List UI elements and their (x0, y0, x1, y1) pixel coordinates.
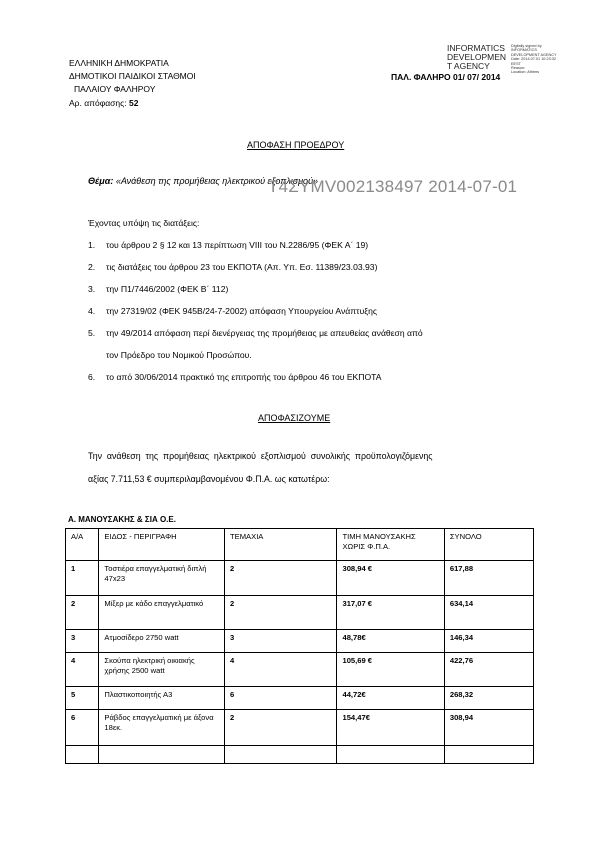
table-row (66, 596, 534, 630)
signature-name-line: T AGENCY (447, 61, 490, 71)
decision-number-value: 52 (128, 98, 139, 108)
considerations-intro: Έχοντας υπόψη τις διατάξεις: (88, 218, 200, 228)
decision-text-line: Την ανάθεση της προμήθειας ηλεκτρικού εξοπλισμού συνολικής προϋπολογιζόμενης (88, 451, 433, 461)
place-date (391, 72, 500, 83)
header-cell-price: ΤΙΜΗ ΜΑΝΟΥΣΑΚΗΣ ΧΩΡΙΣ Φ.Π.Α. (337, 529, 444, 561)
header-line-organization: ΔΗΜΟΤΙΚΟΙ ΠΑΙΔΙΚΟΙ ΣΤΑΘΜΟΙ (69, 71, 196, 81)
cell-description: Μίξερ με κάδο επαγγελματικό (99, 596, 225, 630)
table-row (66, 561, 534, 596)
ada-stamp: Τ4ΣΥΜV002138497 2014-07-01 (268, 177, 518, 196)
item-text: την Π1/7446/2002 (ΦΕΚ Β΄ 112) (106, 284, 229, 294)
header-cell-description: ΕΙΔΟΣ - ΠΕΡΙΓΡΑΦΗ (99, 529, 225, 561)
table-row-empty (66, 746, 534, 764)
subject-label: Θέμα: (88, 176, 114, 186)
item-number: 5. (88, 328, 96, 338)
table-header-row (66, 529, 534, 561)
cell-total: 617,88 (444, 561, 533, 596)
cell-description: Πλαστικοποιητής Α3 (99, 687, 225, 710)
cell-empty (66, 746, 99, 764)
signature-detail-line: Location: Athens (511, 70, 540, 75)
item-text: τις διατάξεις του άρθρου 23 του ΕΚΠΟΤΑ (Απ. Υπ. Εσ. 11389/23.03.93) (106, 262, 378, 272)
cell-quantity: 4 (225, 653, 337, 687)
consideration-item (88, 284, 228, 294)
cell-total: 308,94 (444, 710, 533, 746)
cell-description: Ράβδος επαγγελματική με άξονα 18εκ. (99, 710, 225, 746)
cell-price: 154,47€ (337, 710, 444, 746)
table-row (66, 630, 534, 653)
signature-detail-line: Digitally signed by (511, 44, 542, 48)
decide-title: ΑΠΟΦΑΣΙΖΟΥΜΕ (258, 413, 331, 423)
item-number: 6. (88, 372, 96, 382)
item-number: 4. (88, 306, 96, 316)
place-date-text: ΠΑΛ. ΦΑΛΗΡΟ 01/ 07/ 2014 (391, 72, 501, 82)
cell-total: 268,32 (444, 687, 533, 710)
cell-aa: 6 (66, 710, 99, 746)
cell-description: Τοστιέρα επαγγελματική διπλή 47x23 (99, 561, 225, 596)
items-table (65, 528, 534, 764)
cell-empty (444, 746, 533, 764)
header-line-republic: ΕΛΛΗΝΙΚΗ ΔΗΜΟΚΡΑΤΙΑ (69, 58, 169, 68)
cell-quantity: 3 (225, 630, 337, 653)
header-cell-aa: Α/Α (66, 529, 99, 561)
header-line-municipality: ΠΑΛΑΙΟΥ ΦΑΛΗΡΟΥ (74, 84, 156, 94)
consideration-item (88, 262, 377, 272)
decision-text-line: αξίας 7.711,53 € συμπεριλαμβανομένου Φ.Π.Α. ως κατωτέρω: (88, 474, 330, 484)
signature-name-line: DEVELOPMEN (447, 52, 507, 62)
consideration-item (88, 328, 423, 338)
consideration-item (88, 306, 377, 316)
supplier-name: Α. ΜΑΝΟΥΣΑΚΗΣ & ΣΙΑ Ο.Ε. (68, 515, 176, 524)
item-number: 1. (88, 240, 96, 250)
cell-quantity: 2 (225, 596, 337, 630)
signature-detail-line: Reason: (511, 66, 526, 71)
signature-detail-line: DEVELOPMENT AGENCY (511, 52, 557, 57)
signature-detail-line: EEST (511, 61, 521, 66)
subject-text: «Ανάθεση της προμήθειας ηλεκτρικού εξοπλισμού» (115, 176, 319, 186)
digital-signature-stamp (447, 44, 506, 71)
table-row (66, 653, 534, 687)
cell-empty (225, 746, 337, 764)
item-text: του άρθρου 2 § 12 και 13 περίπτωση VIII του Ν.2286/95 (ΦΕΚ Α΄ 19) (106, 240, 369, 250)
cell-aa: 4 (66, 653, 99, 687)
cell-quantity: 2 (225, 561, 337, 596)
table-row (66, 710, 534, 746)
cell-price: 105,69 € (337, 653, 444, 687)
cell-aa: 3 (66, 630, 99, 653)
cell-total: 146,34 (444, 630, 533, 653)
cell-price: 308,94 € (337, 561, 444, 596)
decision-number-label: Αρ. απόφασης: (69, 98, 127, 108)
consideration-item (88, 372, 382, 382)
cell-total: 634,14 (444, 596, 533, 630)
header-cell-quantity: ΤΕΜΑΧΙΑ (225, 529, 337, 561)
cell-total: 422,76 (444, 653, 533, 687)
cell-empty (337, 746, 444, 764)
item-text: την 27319/02 (ΦΕΚ 945Β/24-7-2002) απόφαση Υπουργείου Ανάπτυξης (106, 306, 378, 316)
digital-signature-details (511, 44, 557, 75)
consideration-item-continuation: τον Πρόεδρο του Νομικού Προσώπου. (106, 350, 252, 360)
consideration-item (88, 240, 368, 250)
cell-price: 44,72€ (337, 687, 444, 710)
cell-quantity: 6 (225, 687, 337, 710)
table-row (66, 687, 534, 710)
cell-description: Ατμοσίδερο 2750 watt (99, 630, 225, 653)
cell-price: 48,78€ (337, 630, 444, 653)
cell-price: 317,07 € (337, 596, 444, 630)
cell-aa: 2 (66, 596, 99, 630)
item-number: 3. (88, 284, 96, 294)
cell-quantity: 2 (225, 710, 337, 746)
item-text: το από 30/06/2014 πρακτικό της επιτροπής του άρθρου 46 του ΕΚΠΟΤΑ (106, 372, 382, 382)
cell-description: Σκούπα ηλεκτρική οικιακής χρήσης 2500 watt (99, 653, 225, 687)
item-number: 2. (88, 262, 96, 272)
item-text: την 49/2014 απόφαση περί διενέργειας της προμήθειας με απευθείας ανάθεση από (106, 328, 423, 338)
cell-aa: 1 (66, 561, 99, 596)
signature-name-line: INFORMATICS (447, 43, 505, 53)
cell-empty (99, 746, 225, 764)
signature-detail-line: Date: 2014.07.01 10:23:32 (511, 57, 556, 62)
signature-detail-line: INFORMATICS (511, 48, 537, 53)
cell-aa: 5 (66, 687, 99, 710)
document-title: ΑΠΟΦΑΣΗ ΠΡΟΕΔΡΟΥ (247, 140, 345, 150)
header-cell-total: ΣΥΝΟΛΟ (444, 529, 533, 561)
decision-number-line (69, 98, 138, 109)
